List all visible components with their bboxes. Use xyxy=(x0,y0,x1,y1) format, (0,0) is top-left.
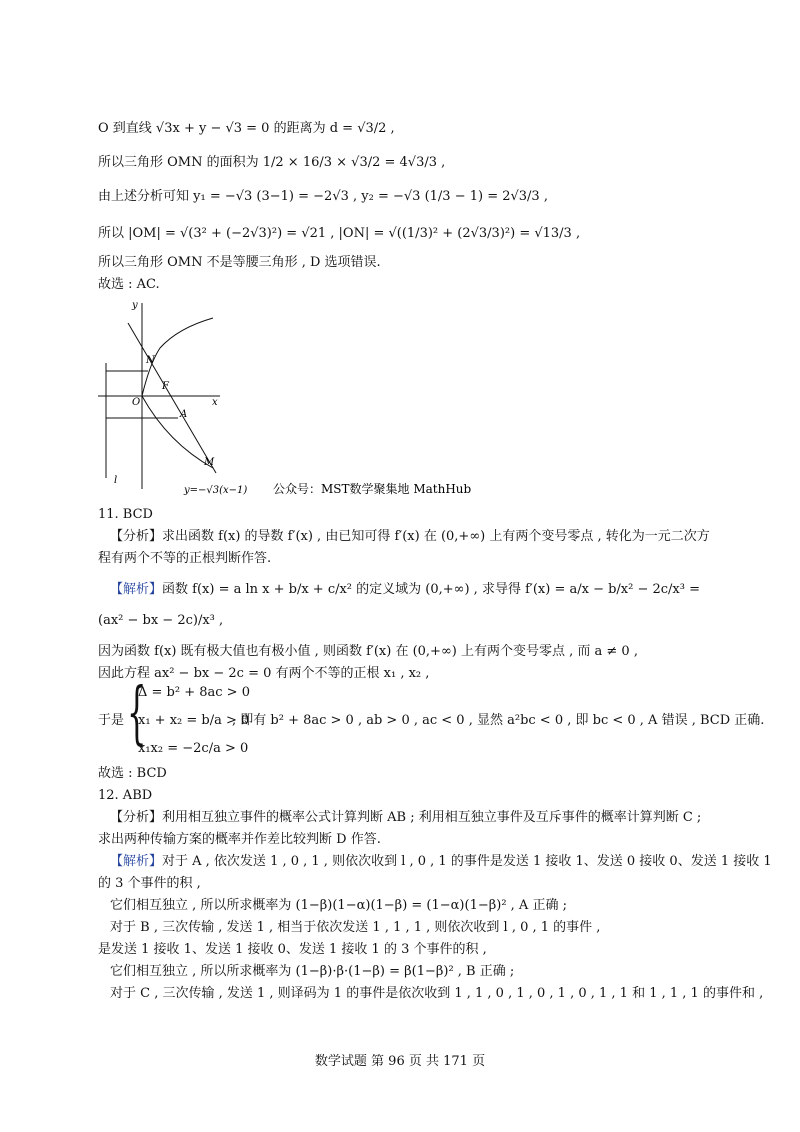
label-eq: y=−√3(x−1) xyxy=(184,485,248,496)
line-15: 故选 : BCD xyxy=(98,766,167,781)
left-brace: { xyxy=(127,674,147,753)
label-l: l xyxy=(114,475,118,486)
line-20: 的 3 个事件的积 , xyxy=(98,876,201,891)
line-10-text: 函数 f(x) = a ln x + b/x + c/x² 的定义域为 (0,+∞) , 求导得 f′(x) = a/x − b/x² − 2c/x³ = xyxy=(162,582,700,597)
line-9: 程有两个不等的正根判断作答. xyxy=(98,551,272,566)
system-2: x₁ + x₂ = b/a > 0 xyxy=(138,713,250,728)
label-x: x xyxy=(212,397,218,408)
line-2: 所以三角形 OMN 的面积为 1/2 × 16/3 × √3/2 = 4√3/3 , xyxy=(98,155,446,170)
line-21: 它们相互独立 , 所以所求概率为 (1−β)(1−α)(1−β) = (1−α)(1−β)² , A 正确 ; xyxy=(110,898,567,913)
tag-jiexi: 【解析】 xyxy=(110,582,163,597)
label-m: M xyxy=(204,457,215,468)
line-23: 是发送 1 接收 1、发送 1 接收 0、发送 1 接收 1 的 3 个事件的积 , xyxy=(98,942,487,957)
line-24: 它们相互独立 , 所以所求概率为 (1−β)·β·(1−β) = β(1−β)² , B 正确 ; xyxy=(110,964,515,979)
tag-jiexi-2: 【解析】 xyxy=(110,854,163,869)
page-footer: 数学试题 第 96 页 共 171 页 xyxy=(314,1054,486,1069)
label-o: O xyxy=(132,397,141,408)
label-f: F xyxy=(162,381,169,392)
system-conclusion: , 即有 b² + 8ac > 0 , ab > 0 , ac < 0 , 显然 a²bc < 0 , 即 bc < 0 , A 错误 , BCD 正确. xyxy=(232,713,765,728)
line-25: 对于 C , 三次传输 , 发送 1 , 则译码为 1 的事件是依次收到 1 , 1 , 0 , 1 , 0 , 1 , 0 , 1 , 1 和 1 , 1 , 1 的事件和 , xyxy=(110,986,764,1001)
system-1: Δ = b² + 8ac > 0 xyxy=(138,685,250,700)
line-13: 因此方程 ax² − bx − 2c = 0 有两个不等的正根 x₁ , x₂ , xyxy=(98,666,430,681)
line-18: 求出两种传输方案的概率并作差比较判断 D 作答. xyxy=(98,832,381,847)
label-n: N xyxy=(146,355,155,366)
line-22: 对于 B , 三次传输 , 发送 1 , 相当于依次发送 1 , 1 , 1 , 则依次收到 l , 0 , 1 的事件 , xyxy=(110,920,601,935)
line-19-text: 对于 A , 依次发送 1 , 0 , 1 , 则依次收到 l , 0 , 1 的事件是发送 1 接收 1、发送 0 接收 0、发送 1 接收 1 xyxy=(162,854,772,869)
line-3: 由上述分析可知 y₁ = −√3 (3−1) = −2√3 , y₂ = −√3 (1/3 − 1) = 2√3/3 , xyxy=(98,189,548,204)
label-y: y xyxy=(132,300,138,311)
line-19 xyxy=(110,853,772,871)
system-3: x₁x₂ = −2c/a > 0 xyxy=(138,741,249,756)
line-17: 【分析】利用相互独立事件的概率公式计算判断 AB ; 利用相互独立事件及互斥事件的概率计算判断 C ; xyxy=(110,810,702,825)
line-7: 11. BCD xyxy=(98,507,153,522)
line-8: 【分析】求出函数 f(x) 的导数 f′(x) , 由已知可得 f′(x) 在 (0,+∞) 上有两个变号零点 , 转化为一元二次方 xyxy=(110,529,710,544)
line-6: 故选 : AC. xyxy=(98,277,160,292)
line-5: 所以三角形 OMN 不是等腰三角形 , D 选项错误. xyxy=(98,255,381,270)
line-12: 因为函数 f(x) 既有极大值也有极小值 , 则函数 f′(x) 在 (0,+∞) 上有两个变号零点 , 而 a ≠ 0 , xyxy=(98,644,638,659)
line-16: 12. ABD xyxy=(98,788,153,803)
label-a: A xyxy=(180,409,188,420)
line-10 xyxy=(110,581,700,599)
parabola-figure xyxy=(98,293,518,503)
yu: 于是 xyxy=(98,713,125,728)
figure-caption: 公众号：MST数学聚集地 MathHub xyxy=(273,482,472,496)
line-4: 所以 |OM| = √(3² + (−2√3)²) = √21 , |ON| = √((1/3)² + (2√3/3)²) = √13/3 , xyxy=(98,226,581,241)
line-1: O 到直线 √3x + y − √3 = 0 的距离为 d = √3/2 , xyxy=(98,121,395,136)
line-11: (ax² − bx − 2c)/x³ , xyxy=(98,613,224,628)
